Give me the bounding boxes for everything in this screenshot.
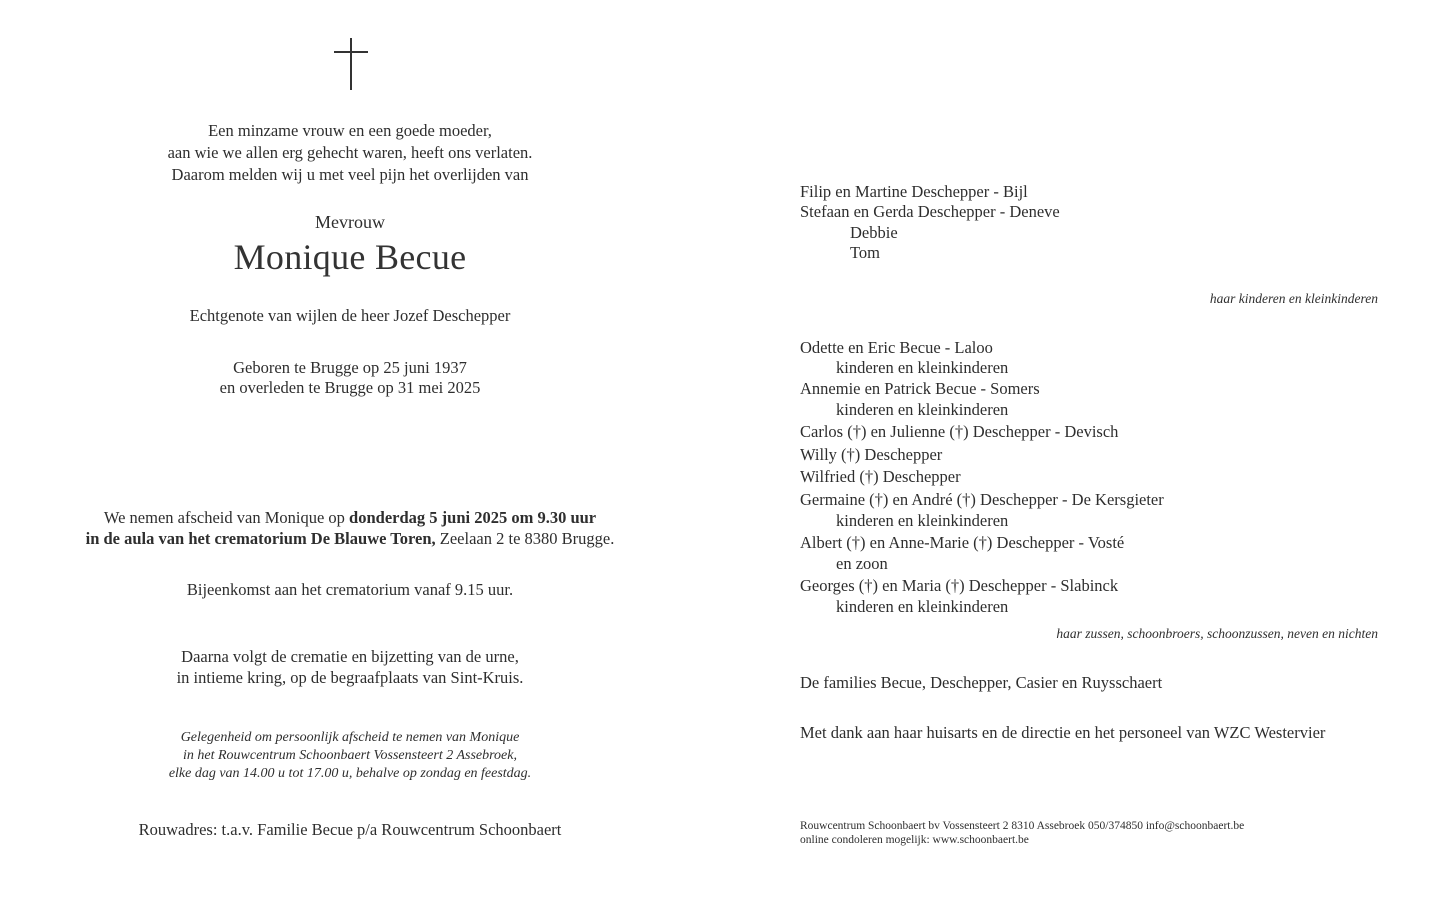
families-line: De families Becue, Deschepper, Casier en Ruysschaert — [800, 673, 1163, 692]
farewell-text: We nemen afscheid van Monique op — [103, 508, 350, 527]
visitation-line: elke dag van 14.00 u tot 17.00 u, behalve op zondag en feestdag. — [168, 766, 532, 781]
mourning-address: Rouwadres: t.a.v. Familie Becue p/a Rouwcentrum Schoonbaert — [138, 820, 562, 839]
visitation-line: Gelegenheid om persoonlijk afscheid te nemen van Monique — [180, 730, 520, 745]
sibling-descendants: kinderen en kleinkinderen — [836, 511, 1009, 530]
sibling-entry: Odette en Eric Becue - Laloo — [800, 338, 993, 357]
died-line: en overleden te Brugge op 31 mei 2025 — [219, 378, 481, 397]
child-entry: Filip en Martine Deschepper - Bijl — [800, 182, 1028, 201]
intro-line: Een minzame vrouw en een goede moeder, — [208, 121, 492, 140]
child-entry: Stefaan en Gerda Deschepper - Deneve — [800, 202, 1060, 221]
sibling-entry: Wilfried (†) Deschepper — [800, 467, 961, 486]
sibling-entry: Carlos (†) en Julienne (†) Deschepper - Devisch — [800, 422, 1119, 441]
honorific: Mevrouw — [315, 212, 385, 232]
sibling-descendants: kinderen en kleinkinderen — [836, 358, 1009, 377]
sibling-entry: Georges (†) en Maria (†) Deschepper - Slabinck — [800, 576, 1119, 595]
intro-line: aan wie we allen erg gehecht waren, heeft ons verlaten. — [167, 143, 533, 162]
cremation-line: in intieme kring, op de begraafplaats van Sint-Kruis. — [176, 668, 524, 687]
thanks-line: Met dank aan haar huisarts en de directie en het personeel van WZC Westervier — [800, 723, 1326, 742]
deceased-name: Monique Becue — [233, 237, 467, 277]
cross-icon — [334, 38, 368, 90]
farewell-line-2 — [0, 528, 700, 550]
sibling-entry: Annemie en Patrick Becue - Somers — [800, 379, 1040, 398]
farewell-date: donderdag 5 juni 2025 om 9.30 uur — [349, 508, 597, 527]
sibling-entry: Willy (†) Deschepper — [800, 445, 943, 464]
farewell-address: Zeelaan 2 te 8380 Brugge. — [435, 529, 615, 548]
children-caption: haar kinderen en kleinkinderen — [1209, 291, 1378, 306]
sibling-descendants: en zoon — [836, 554, 888, 573]
right-panel — [800, 0, 1400, 906]
farewell-line-1 — [0, 507, 700, 529]
grandchild-entry: Debbie — [850, 223, 898, 242]
cremation-line: Daarna volgt de crematie en bijzetting van de urne, — [181, 647, 519, 666]
born-line: Geboren te Brugge op 25 juni 1937 — [233, 358, 467, 377]
left-panel — [0, 0, 700, 906]
intro-line: Daarom melden wij u met veel pijn het overlijden van — [171, 165, 529, 184]
sibling-descendants: kinderen en kleinkinderen — [836, 597, 1009, 616]
sibling-descendants: kinderen en kleinkinderen — [836, 400, 1009, 419]
farewell-location: in de aula van het crematorium De Blauwe Toren, — [85, 529, 436, 548]
sibling-entry: Albert (†) en Anne-Marie (†) Deschepper - Vosté — [800, 533, 1125, 552]
online-condolences: online condoleren mogelijk: www.schoonbaert.be — [800, 834, 1029, 846]
spouse-line: Echtgenote van wijlen de heer Jozef Deschepper — [189, 306, 511, 325]
funeral-home-info: Rouwcentrum Schoonbaert bv Vossensteert 2 8310 Assebroek 050/374850 info@schoonbaert.be — [800, 820, 1245, 832]
gathering-line: Bijeenkomst aan het crematorium vanaf 9.15 uur. — [186, 580, 514, 599]
sibling-entry: Germaine (†) en André (†) Deschepper - De Kersgieter — [800, 490, 1164, 509]
grandchild-entry: Tom — [850, 243, 881, 262]
visitation-line: in het Rouwcentrum Schoonbaert Vossensteert 2 Assebroek, — [182, 748, 517, 763]
siblings-caption: haar zussen, schoonbroers, schoonzussen, neven en nichten — [1056, 626, 1378, 641]
